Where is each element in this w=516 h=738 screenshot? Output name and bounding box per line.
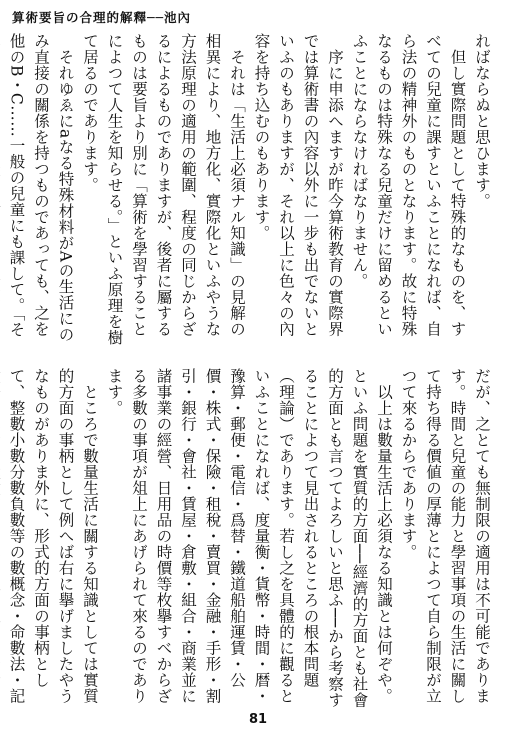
paragraph: 但し實際問題として特殊的なものを、すべての兒童に課すといふことになれば、自ら法の精神外のものとなります。故に特殊なるものは特殊なる兒童だけに留めるといふことにならなければなりません。 [350,33,467,337]
paragraph: 序に申添へますが昨今算術教育の實際界では算術書の內容以外に一步も出でないといふのもありますが、それ以上に色々の內容を持ち込むのもあります。 [252,33,344,337]
lower-text-block [9,368,494,708]
paragraph: 以上は數量生活上必須なる知識とは何ぞや。といふ問題を實質的方面──經濟的方面とも社會的方面とも言つてよろしいと思ふ──から考察することによつて見出されるところの根本問題（理論）であります。若し之を具體的に觀るといふことになれば、度量衡・貨幣・時間・暦・豫算・郵便・電信・爲替・鐵道船舶運賃・公價・株式・保險・租稅・賣買・金融・手形・割引・銀行・會社・賃屋・倉敷・組合・商業並に諸事業の經營、日用品の時價等枚擧すべからざる多數の事項が俎上にあげられて來るのであります。 [105,368,393,708]
running-header: 算術要旨の合理的解釋──池內 [12,10,192,25]
upper-text-block [9,33,494,351]
paragraph: ところで數量生活に關する知識としては實質的方面の事柄として例へば右に擧げましたやうなものがありま外に、形式的方面の事柄として、整數小數分數負數等の數概念・命數法・記 [7,368,99,704]
paragraph: それゆゑにaなる特殊材料がAの生活にのみ直接の關係を持つものであっても、之を他のB・C……一般の兒童にも課して。「そ [7,33,75,343]
paragraph: それは「生活上必須ナル知識」の見解の相異により、地方化、實際化といふやうな方法原理の適用の範圍、程度の同じからざるによるものでありますが、後者に屬するものは要旨より別に「算術を學習することによつて人生を知らせる。」といふ原理を樹て居るのであります。 [81,33,246,346]
paragraph: だが、之とても無制限の適用は不可能であります。時間と兒童の能力と學習事項の生活に關して持ち得る價値の厚薄とによつて自ら制限が立つて來るからであります。 [399,368,491,704]
page-number: 81 [248,712,268,727]
paragraph: ればならぬと思ひます。 [473,33,491,209]
